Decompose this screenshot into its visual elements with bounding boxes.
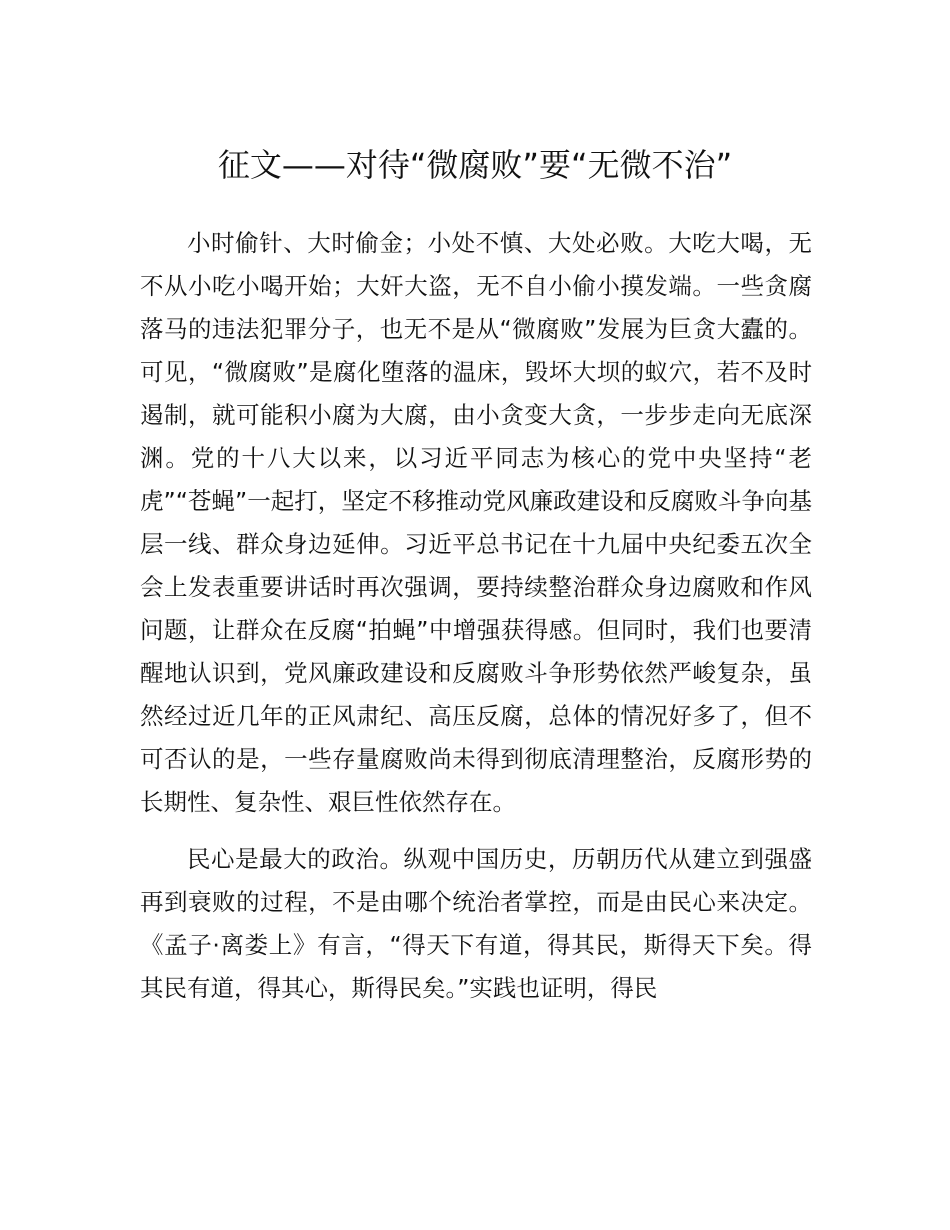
document-body [140,222,812,1010]
document-title: 征文——对待“微腐败”要“无微不治” [217,146,733,184]
paragraph-1: 小时偷针、大时偷金；小处不慎、大处必败。大吃大喝，无不从小吃小喝开始；大奸大盗，无不自小偷小摸发端。一些贪腐落马的违法犯罪分子，也无不是从“微腐败”发展为巨贪大蠹的。可见，“微腐败”是腐化堕落的温床，毁坏大坝的蚁穴，若不及时遏制，就可能积小腐为大腐，由小贪变大贪，一步步走向无底深渊。党的十八大以来，以习近平同志为核心的党中央坚持“老虎”“苍蝇”一起打，坚定不移推动党风廉政建设和反腐败斗争向基层一线、群众身边延伸。习近平总书记在十九届中央纪委五次全会上发表重要讲话时再次强调，要持续整治群众身边腐败和作风问题，让群众在反腐“拍蝇”中增强获得感。但同时，我们也要清醒地认识到，党风廉政建设和反腐败斗争形势依然严峻复杂，虽然经过近几年的正风肃纪、高压反腐，总体的情况好多了，但不可否认的是，一些存量腐败尚未得到彻底清理整治，反腐形势的长期性、复杂性、艰巨性依然存在。 [140,229,812,816]
paragraph-2: 民心是最大的政治。纵观中国历史，历朝历代从建立到强盛再到衰败的过程，不是由哪个统治者掌控，而是由民心来决定。《孟子·离娄上》有言，“得天下有道，得其民，斯得天下矣。得其民有道，得其心，斯得民矣。”实践也证明，得民 [140,845,812,1002]
